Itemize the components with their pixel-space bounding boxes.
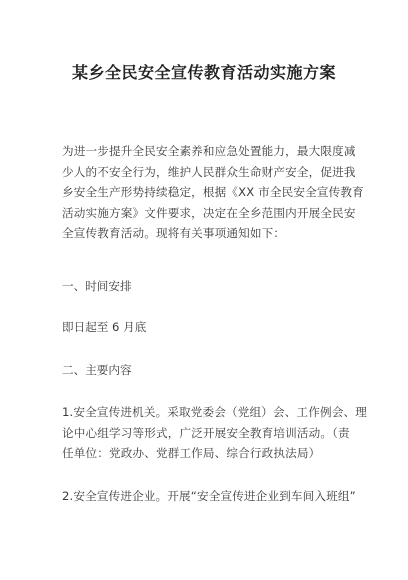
content-item-1: [62, 402, 367, 464]
document-title: 某乡全民安全宣传教育活动实施方案: [71, 63, 336, 82]
intro-line: 乡安全生产形势持续稳定，根据《XX 市全民安全宣传教育: [62, 185, 364, 200]
content-item-line: 任单位：党政办、党群工作局、综合行政执法局）: [62, 446, 321, 461]
intro-paragraph: [62, 141, 364, 244]
content-item-line: 论中心组学习等形式，广泛开展安全教育培训活动。（责: [62, 425, 350, 440]
section-time-text: 即日起至 6 月底: [62, 320, 147, 334]
content-item-line: 2.安全宣传进企业。开展“安全宣传进企业到车间入班组”: [62, 489, 356, 503]
section-content-heading: 二、主要内容: [62, 363, 132, 377]
content-item-line: 1.安全宣传进机关。采取党委会（党组）会、工作例会、理: [62, 405, 367, 419]
content-item-2: [62, 486, 354, 507]
section-time-heading: 一、时间安排: [62, 279, 132, 293]
intro-line: 活动实施方案》文件要求，决定在全乡范围内开展全民安: [62, 205, 356, 220]
intro-line: 全宣传教育活动。现将有关事项通知如下：: [62, 226, 286, 241]
intro-line: 少人的不安全行为，维护人民群众生命财产安全，促进我: [62, 164, 356, 179]
intro-line: 为进一步提升全民安全素养和应急处置能力，最大限度减: [62, 144, 356, 158]
